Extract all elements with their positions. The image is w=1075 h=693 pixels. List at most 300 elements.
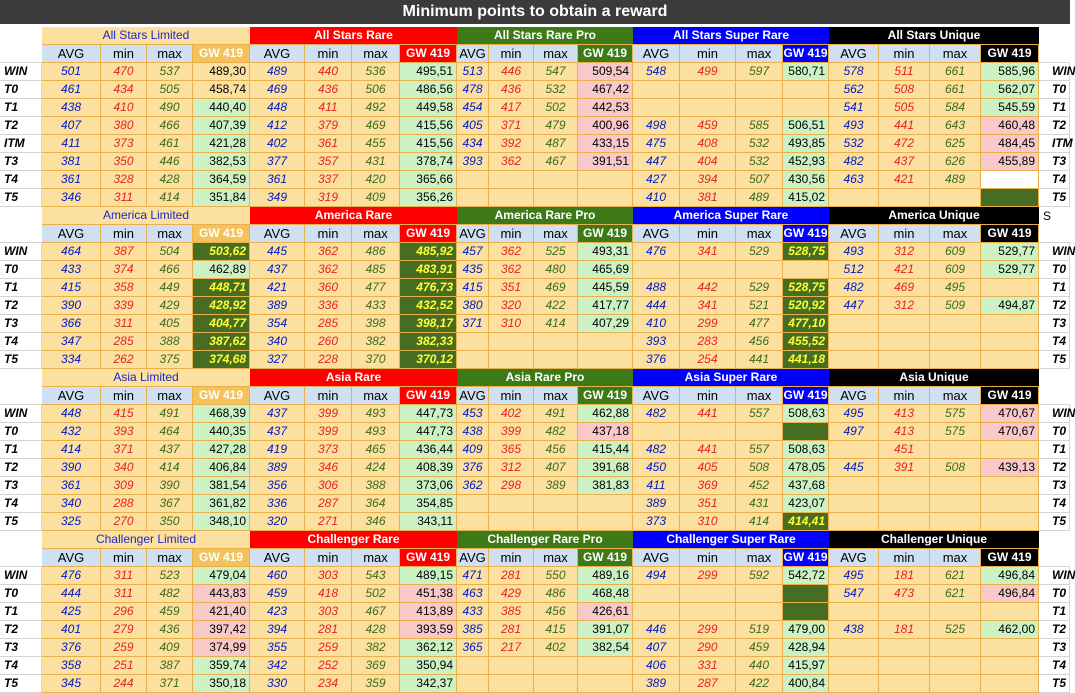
max-value: 477 xyxy=(352,279,400,297)
min-header: min xyxy=(489,387,534,405)
gw-value: 426,61 xyxy=(578,603,633,621)
gw-value xyxy=(981,639,1039,657)
row-label-right: T2 xyxy=(1039,459,1070,477)
avg-value: 541 xyxy=(829,99,879,117)
avg-value: 366 xyxy=(42,315,101,333)
min-value: 357 xyxy=(305,153,352,171)
max-value xyxy=(930,189,981,207)
gw-value: 468,39 xyxy=(193,405,250,423)
min-value: 319 xyxy=(305,189,352,207)
min-value: 350 xyxy=(101,153,147,171)
gw-header: GW 419 xyxy=(981,549,1039,567)
max-value xyxy=(930,351,981,369)
min-header: min xyxy=(305,45,352,63)
min-header: min xyxy=(879,549,930,567)
avg-value xyxy=(457,171,489,189)
row-label-right: WIN xyxy=(1039,567,1070,585)
max-value: 456 xyxy=(534,603,578,621)
avg-header: AVG xyxy=(829,549,879,567)
gw-value: 428,92 xyxy=(193,297,250,315)
min-value: 392 xyxy=(489,135,534,153)
max-value xyxy=(534,657,578,675)
max-header: max xyxy=(930,549,981,567)
max-value: 449 xyxy=(147,279,193,297)
avg-value: 469 xyxy=(250,81,305,99)
max-value: 493 xyxy=(352,423,400,441)
avg-value xyxy=(457,333,489,351)
avg-value: 457 xyxy=(457,243,489,261)
min-value: 346 xyxy=(305,459,352,477)
gw-value xyxy=(783,81,829,99)
avg-header: AVG xyxy=(42,387,101,405)
avg-value: 512 xyxy=(829,261,879,279)
gw-value: 393,59 xyxy=(400,621,457,639)
gw-value: 479,04 xyxy=(193,567,250,585)
max-value: 461 xyxy=(147,135,193,153)
avg-value: 334 xyxy=(42,351,101,369)
avg-value xyxy=(829,441,879,459)
min-header: min xyxy=(879,225,930,243)
row-label-right: T5 xyxy=(1039,513,1070,531)
max-value: 621 xyxy=(930,567,981,585)
gw-value: 415,97 xyxy=(783,657,829,675)
row-label: T5 xyxy=(0,513,42,531)
avg-value: 444 xyxy=(633,297,680,315)
avg-value xyxy=(457,495,489,513)
min-value: 362 xyxy=(489,153,534,171)
avg-value xyxy=(633,603,680,621)
min-value: 311 xyxy=(101,315,147,333)
max-header: max xyxy=(534,45,578,63)
avg-value: 476 xyxy=(633,243,680,261)
row-label: ITM xyxy=(0,135,42,153)
avg-header: AVG xyxy=(457,45,489,63)
gw-value: 415,56 xyxy=(400,135,457,153)
min-value: 285 xyxy=(305,315,352,333)
gw-value xyxy=(981,675,1039,693)
min-value: 405 xyxy=(680,459,736,477)
row-label-right: T5 xyxy=(1039,189,1070,207)
row-label-right: T0 xyxy=(1039,81,1070,99)
max-value: 490 xyxy=(147,99,193,117)
gw-value xyxy=(578,333,633,351)
gw-value: 460,48 xyxy=(981,117,1039,135)
gw-value: 406,84 xyxy=(193,459,250,477)
max-value: 519 xyxy=(736,621,783,639)
gw-value: 415,44 xyxy=(578,441,633,459)
avg-value: 390 xyxy=(42,459,101,477)
min-value: 421 xyxy=(879,261,930,279)
min-value: 505 xyxy=(879,99,930,117)
max-value: 469 xyxy=(352,117,400,135)
avg-value: 385 xyxy=(457,621,489,639)
gw-value: 373,06 xyxy=(400,477,457,495)
avg-value: 381 xyxy=(42,153,101,171)
row-label: T0 xyxy=(0,81,42,99)
min-value: 285 xyxy=(101,333,147,351)
avg-value: 405 xyxy=(457,117,489,135)
max-value: 382 xyxy=(352,333,400,351)
avg-value: 445 xyxy=(829,459,879,477)
avg-value: 482 xyxy=(633,405,680,423)
gw-value xyxy=(981,189,1039,207)
max-value: 446 xyxy=(147,153,193,171)
min-value: 262 xyxy=(101,351,147,369)
table-title: All Stars Super Rare xyxy=(633,27,829,45)
min-value: 394 xyxy=(680,171,736,189)
gw-value: 580,71 xyxy=(783,63,829,81)
min-value: 310 xyxy=(489,315,534,333)
max-header: max xyxy=(930,387,981,405)
min-value xyxy=(489,513,534,531)
min-value: 281 xyxy=(305,621,352,639)
max-header: max xyxy=(352,225,400,243)
min-value: 379 xyxy=(305,117,352,135)
row-label: T2 xyxy=(0,621,42,639)
gw-value: 387,62 xyxy=(193,333,250,351)
avg-value: 493 xyxy=(829,117,879,135)
gw-value: 374,99 xyxy=(193,639,250,657)
min-value: 369 xyxy=(680,477,736,495)
gw-value: 343,11 xyxy=(400,513,457,531)
avg-value: 444 xyxy=(42,585,101,603)
max-value: 387 xyxy=(147,657,193,675)
gw-header: GW 419 xyxy=(783,225,829,243)
gw-value: 351,84 xyxy=(193,189,250,207)
max-value: 643 xyxy=(930,117,981,135)
avg-value: 448 xyxy=(250,99,305,117)
min-value: 362 xyxy=(489,261,534,279)
max-value: 592 xyxy=(736,567,783,585)
avg-value: 433 xyxy=(457,603,489,621)
avg-value: 371 xyxy=(457,315,489,333)
avg-header: AVG xyxy=(42,549,101,567)
min-value: 360 xyxy=(305,279,352,297)
gw-header: GW 419 xyxy=(578,549,633,567)
gw-value: 437,18 xyxy=(578,423,633,441)
gw-value: 508,63 xyxy=(783,441,829,459)
min-value xyxy=(489,189,534,207)
min-value xyxy=(879,639,930,657)
max-value: 547 xyxy=(534,63,578,81)
gw-value: 528,75 xyxy=(783,279,829,297)
avg-value: 327 xyxy=(250,351,305,369)
max-value: 508 xyxy=(736,459,783,477)
min-value: 429 xyxy=(489,585,534,603)
gw-value: 476,73 xyxy=(400,279,457,297)
avg-value xyxy=(829,603,879,621)
max-value: 455 xyxy=(352,135,400,153)
avg-value: 548 xyxy=(633,63,680,81)
avg-value: 437 xyxy=(250,423,305,441)
gw-value: 489,16 xyxy=(578,567,633,585)
gw-value: 413,89 xyxy=(400,603,457,621)
max-value xyxy=(930,513,981,531)
min-value: 469 xyxy=(879,279,930,297)
min-value xyxy=(879,675,930,693)
max-value: 420 xyxy=(352,171,400,189)
max-value: 407 xyxy=(534,459,578,477)
min-value: 310 xyxy=(680,513,736,531)
max-value xyxy=(534,333,578,351)
min-header: min xyxy=(101,45,147,63)
max-value: 626 xyxy=(930,153,981,171)
max-value xyxy=(930,657,981,675)
max-value: 584 xyxy=(930,99,981,117)
avg-value: 435 xyxy=(457,261,489,279)
max-value: 543 xyxy=(352,567,400,585)
min-value: 259 xyxy=(305,639,352,657)
max-value: 525 xyxy=(930,621,981,639)
avg-header: AVG xyxy=(633,225,680,243)
max-value: 621 xyxy=(930,585,981,603)
avg-value: 438 xyxy=(42,99,101,117)
max-value: 459 xyxy=(736,639,783,657)
gw-header: GW 419 xyxy=(193,45,250,63)
avg-value xyxy=(457,351,489,369)
avg-value xyxy=(633,261,680,279)
min-value: 381 xyxy=(680,189,736,207)
avg-value: 497 xyxy=(829,423,879,441)
min-value: 279 xyxy=(101,621,147,639)
min-value: 508 xyxy=(879,81,930,99)
gw-value: 359,74 xyxy=(193,657,250,675)
avg-value: 459 xyxy=(250,585,305,603)
min-value: 415 xyxy=(101,405,147,423)
gw-value: 427,28 xyxy=(193,441,250,459)
gw-value xyxy=(981,657,1039,675)
table-title: Challenger Super Rare xyxy=(633,531,829,549)
gw-value: 350,18 xyxy=(193,675,250,693)
min-value: 434 xyxy=(101,81,147,99)
min-value: 217 xyxy=(489,639,534,657)
min-value: 303 xyxy=(305,567,352,585)
gw-value: 397,42 xyxy=(193,621,250,639)
gw-header: GW 419 xyxy=(578,45,633,63)
table-title: America Rare Pro xyxy=(457,207,633,225)
min-value xyxy=(879,603,930,621)
min-header: min xyxy=(489,225,534,243)
avg-header: AVG xyxy=(457,549,489,567)
gw-value xyxy=(981,513,1039,531)
row-label-right: T1 xyxy=(1039,441,1070,459)
gw-value: 493,31 xyxy=(578,243,633,261)
gw-value: 400,96 xyxy=(578,117,633,135)
table-title: America Super Rare xyxy=(633,207,829,225)
min-value: 373 xyxy=(101,135,147,153)
row-label: T4 xyxy=(0,495,42,513)
gw-value: 458,74 xyxy=(193,81,250,99)
gw-value xyxy=(981,495,1039,513)
min-value: 499 xyxy=(680,63,736,81)
min-value: 251 xyxy=(101,657,147,675)
gw-value: 350,94 xyxy=(400,657,457,675)
gw-value xyxy=(783,603,829,621)
avg-value xyxy=(633,99,680,117)
avg-value: 406 xyxy=(633,657,680,675)
max-value: 529 xyxy=(736,279,783,297)
max-value xyxy=(736,585,783,603)
avg-value: 390 xyxy=(42,297,101,315)
min-value: 358 xyxy=(101,279,147,297)
min-value: 228 xyxy=(305,351,352,369)
min-value xyxy=(489,675,534,693)
max-value xyxy=(930,639,981,657)
max-value xyxy=(930,315,981,333)
min-value: 402 xyxy=(489,405,534,423)
gw-value: 545,59 xyxy=(981,99,1039,117)
gw-value xyxy=(981,477,1039,495)
max-value: 529 xyxy=(736,243,783,261)
gw-value xyxy=(981,315,1039,333)
row-label-right: T2 xyxy=(1039,117,1070,135)
avg-value: 411 xyxy=(42,135,101,153)
gw-value: 470,67 xyxy=(981,423,1039,441)
gw-value: 449,58 xyxy=(400,99,457,117)
avg-value: 320 xyxy=(250,513,305,531)
max-value: 429 xyxy=(147,297,193,315)
table-title: All Stars Unique xyxy=(829,27,1039,45)
corner-cell xyxy=(0,27,42,63)
avg-value: 447 xyxy=(633,153,680,171)
avg-value: 365 xyxy=(457,639,489,657)
table-title: Asia Rare Pro xyxy=(457,369,633,387)
avg-header: AVG xyxy=(829,45,879,63)
gw-value xyxy=(783,99,829,117)
row-label: WIN xyxy=(0,243,42,261)
avg-value: 380 xyxy=(457,297,489,315)
row-label: T2 xyxy=(0,297,42,315)
min-value: 299 xyxy=(680,315,736,333)
min-header: min xyxy=(305,225,352,243)
max-value: 523 xyxy=(147,567,193,585)
max-value: 506 xyxy=(352,81,400,99)
avg-value: 389 xyxy=(250,459,305,477)
max-value xyxy=(930,675,981,693)
avg-value: 362 xyxy=(457,477,489,495)
row-label-right: T3 xyxy=(1039,315,1070,333)
avg-value xyxy=(457,675,489,693)
max-value: 390 xyxy=(147,477,193,495)
gw-value: 465,69 xyxy=(578,261,633,279)
gw-value: 382,53 xyxy=(193,153,250,171)
min-value xyxy=(680,99,736,117)
max-value: 509 xyxy=(930,297,981,315)
min-value: 299 xyxy=(680,567,736,585)
table-title: Asia Rare xyxy=(250,369,457,387)
gw-header: GW 419 xyxy=(193,549,250,567)
max-value: 557 xyxy=(736,405,783,423)
gw-value: 391,51 xyxy=(578,153,633,171)
gw-value: 467,42 xyxy=(578,81,633,99)
gw-value: 391,07 xyxy=(578,621,633,639)
avg-value: 325 xyxy=(42,513,101,531)
max-value: 525 xyxy=(534,243,578,261)
gw-value: 483,91 xyxy=(400,261,457,279)
min-value: 309 xyxy=(101,477,147,495)
avg-header: AVG xyxy=(42,45,101,63)
min-value: 410 xyxy=(101,99,147,117)
max-value: 597 xyxy=(736,63,783,81)
max-value: 370 xyxy=(352,351,400,369)
min-value: 472 xyxy=(879,135,930,153)
row-label: T0 xyxy=(0,585,42,603)
gw-header: GW 419 xyxy=(981,45,1039,63)
min-value xyxy=(879,189,930,207)
table-title: Asia Unique xyxy=(829,369,1039,387)
min-value: 374 xyxy=(101,261,147,279)
min-value: 404 xyxy=(680,153,736,171)
row-label: T3 xyxy=(0,315,42,333)
min-value: 399 xyxy=(489,423,534,441)
avg-value: 476 xyxy=(42,567,101,585)
avg-value xyxy=(829,477,879,495)
min-value: 320 xyxy=(489,297,534,315)
avg-value: 336 xyxy=(250,495,305,513)
gw-value: 489,30 xyxy=(193,63,250,81)
avg-value: 547 xyxy=(829,585,879,603)
gw-header: GW 419 xyxy=(400,387,457,405)
avg-value: 414 xyxy=(42,441,101,459)
gw-value: 404,77 xyxy=(193,315,250,333)
avg-value: 427 xyxy=(633,171,680,189)
gw-header: GW 419 xyxy=(400,45,457,63)
avg-value: 356 xyxy=(250,477,305,495)
avg-value: 464 xyxy=(42,243,101,261)
max-value: 402 xyxy=(534,639,578,657)
max-value: 489 xyxy=(736,189,783,207)
table-title: Challenger Rare Pro xyxy=(457,531,633,549)
min-value: 441 xyxy=(680,405,736,423)
min-value: 181 xyxy=(879,567,930,585)
avg-value: 463 xyxy=(457,585,489,603)
gw-value: 496,84 xyxy=(981,567,1039,585)
avg-value: 493 xyxy=(829,243,879,261)
gw-header: GW 419 xyxy=(193,225,250,243)
avg-value xyxy=(457,513,489,531)
avg-value xyxy=(829,189,879,207)
gw-value xyxy=(578,189,633,207)
avg-value: 461 xyxy=(42,81,101,99)
min-value: 281 xyxy=(489,621,534,639)
max-value xyxy=(930,495,981,513)
gw-value: 462,89 xyxy=(193,261,250,279)
row-label-right: T2 xyxy=(1039,621,1070,639)
max-value: 346 xyxy=(352,513,400,531)
gw-value: 398,17 xyxy=(400,315,457,333)
min-value: 436 xyxy=(489,81,534,99)
max-value: 405 xyxy=(147,315,193,333)
max-value xyxy=(736,261,783,279)
avg-value: 437 xyxy=(250,405,305,423)
max-value: 452 xyxy=(736,477,783,495)
min-value: 441 xyxy=(680,441,736,459)
max-value xyxy=(930,333,981,351)
min-value: 290 xyxy=(680,639,736,657)
max-value: 625 xyxy=(930,135,981,153)
min-value: 399 xyxy=(305,405,352,423)
min-header: min xyxy=(680,45,736,63)
gw-header: GW 419 xyxy=(981,387,1039,405)
min-value: 311 xyxy=(101,585,147,603)
avg-value: 410 xyxy=(633,189,680,207)
avg-value xyxy=(457,657,489,675)
max-header: max xyxy=(352,387,400,405)
min-header: min xyxy=(879,45,930,63)
max-value: 456 xyxy=(736,333,783,351)
gw-value xyxy=(981,603,1039,621)
max-value: 491 xyxy=(147,405,193,423)
